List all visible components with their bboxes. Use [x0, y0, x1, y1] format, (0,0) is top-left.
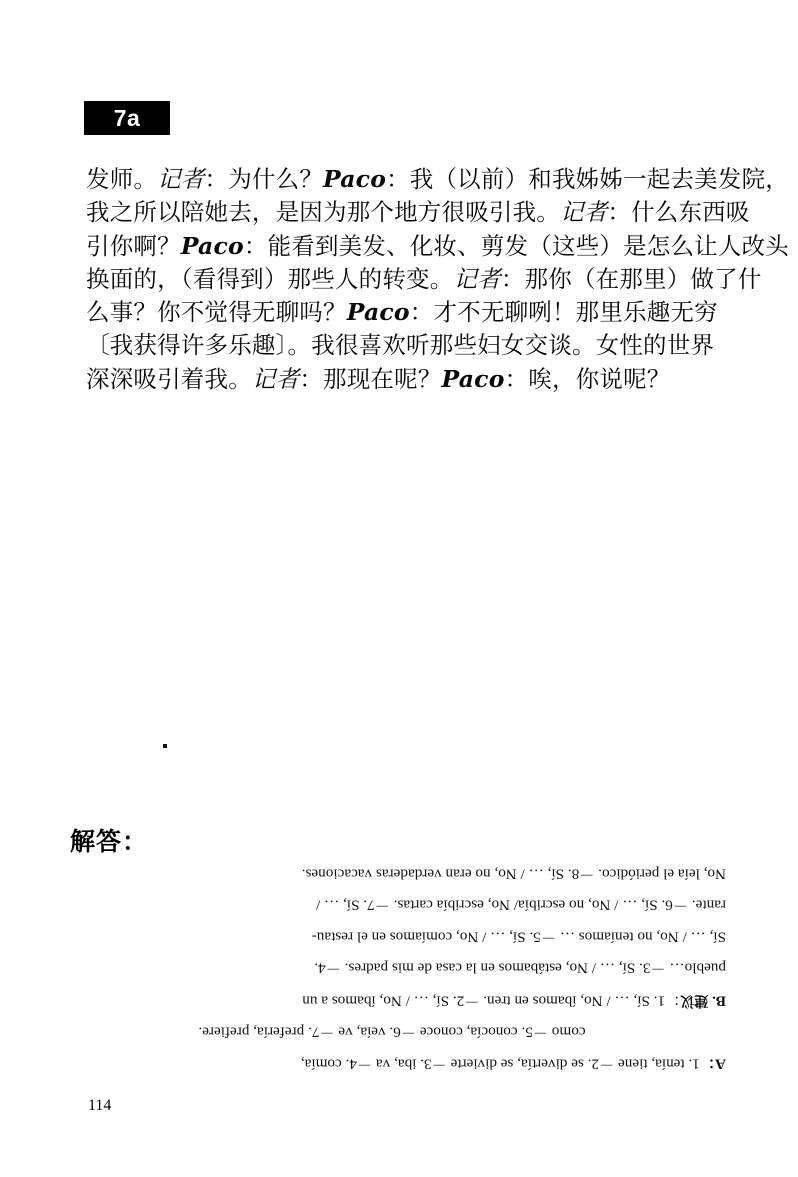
text-run: 深深吸引着我。 — [86, 364, 252, 393]
body-line — [86, 363, 706, 396]
text-run: ：我（以前）和我姊姊一起去美发院， — [386, 165, 789, 193]
answer-line — [58, 984, 726, 1017]
body-line — [86, 163, 789, 196]
text-run: 我之所以陪她去，是因为那个地方很吸引我。 — [86, 198, 560, 227]
text-run: ：那你（在那里）做了什 — [500, 264, 762, 293]
text-run: 么事？你不觉得无聊吗？ — [86, 298, 347, 327]
text-run: ：能看到美发、化妆、剪发（这些）是怎么让人改头 — [243, 231, 789, 260]
text-run: 建议 — [680, 992, 709, 1009]
answer-line — [58, 1017, 726, 1049]
body-line — [86, 296, 718, 329]
answer-key-upside-down — [58, 858, 726, 1080]
answer-line — [58, 921, 726, 953]
text-run: como －5. conocía, conoce －6. veía, ve －7. prefería, prefiere. — [198, 1024, 586, 1041]
text-run: Paco — [323, 165, 387, 193]
text-run: 记者 — [251, 364, 300, 393]
text-run: rante. －6. Sí, … / No, no escribía/ No, escribía cartas. －7. Sí, … / — [316, 897, 726, 914]
text-run: pueblo… －3. Sí, … / No, estábamos en la casa de mis padres. －4. — [314, 960, 726, 977]
text-run: ：唉，你说呢？ — [504, 364, 671, 393]
text-run: 记者 — [453, 264, 501, 293]
text-run: 引你啊？ — [86, 231, 181, 260]
text-run: Paco — [441, 364, 505, 393]
answer-line — [58, 953, 726, 985]
text-run: No, leía el periódico. －8. Sí, … / No, no eran verdaderas vacaciones. — [301, 865, 726, 883]
dialogue-body-text — [86, 163, 789, 396]
text-run: 〔我获得许多乐趣〕。我很喜欢听那些妇女交谈。女性的世界 — [86, 331, 715, 360]
text-run: ：1. Sí, … / No, íbamos en tren. －2. Sí, … / No, íbamos a un — [302, 992, 681, 1010]
text-run: ：什么东西吸 — [607, 198, 750, 227]
answer-line — [58, 1048, 726, 1080]
body-line — [86, 329, 715, 362]
text-run: ：那现在呢？ — [299, 364, 442, 393]
text-run: ：才不无聊咧！那里乐趣无穷 — [409, 298, 718, 327]
text-run: B. — [708, 992, 726, 1010]
text-run: Paco — [180, 231, 244, 260]
text-run: 发师。 — [86, 165, 158, 193]
answer-line — [58, 858, 726, 890]
body-line — [86, 196, 750, 229]
section-number-badge: 7a — [84, 101, 170, 135]
page-number: 114 — [88, 1097, 112, 1114]
text-run: 换面的，（看得到）那些人的转变。 — [86, 264, 454, 293]
scan-artifact-dot — [163, 744, 167, 748]
body-line — [86, 263, 762, 296]
text-run: Sí, … / No, no teníamos … －5. Sí, … / No, comíamos en el restau- — [311, 928, 726, 946]
text-run: 记者 — [157, 165, 205, 193]
text-run: Paco — [346, 298, 410, 327]
body-line — [86, 230, 789, 263]
answers-heading: 解答： — [70, 827, 149, 856]
text-run: ：为什么？ — [204, 165, 324, 193]
text-run: 记者 — [560, 198, 608, 227]
text-run: 1. tenía, tiene －2. se divertía, se divierte －3. iba, va －4. comía, — [300, 1055, 700, 1073]
answer-line — [58, 890, 726, 922]
text-run: A： — [699, 1055, 726, 1073]
